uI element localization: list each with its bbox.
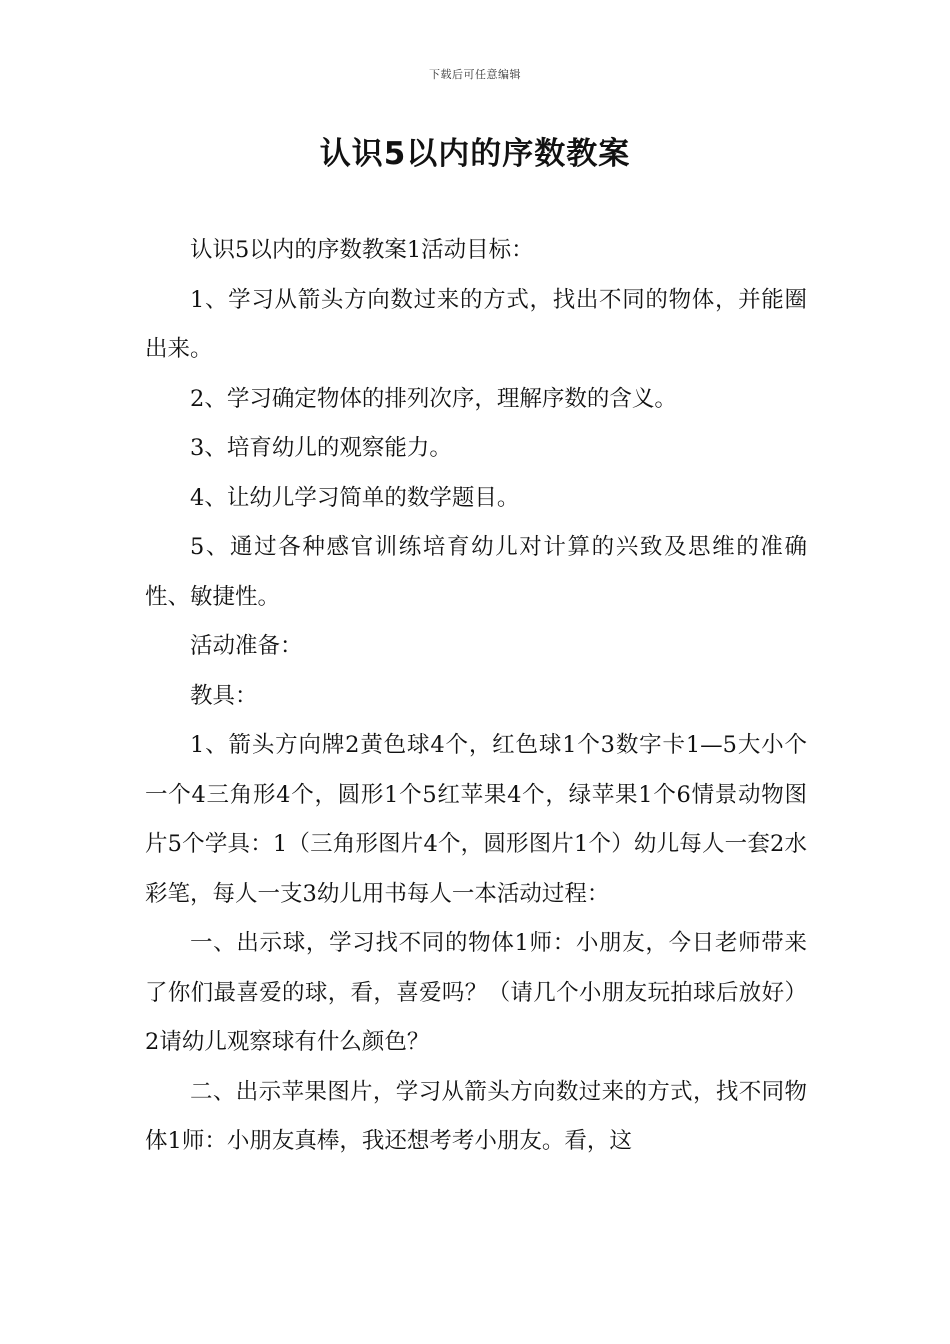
paragraph: 一、出示球，学习找不同的物体1师：小朋友，今日老师带来了你们最喜爱的球，看，喜爱吗？（请几个小朋友玩拍球后放好）2请幼儿观察球有什么颜色？ <box>145 930 807 1055</box>
paragraph: 3、培育幼儿的观察能力。 <box>190 435 452 461</box>
document-title: 认识5以内的序数教案 <box>319 136 631 172</box>
paragraph: 5、通过各种感官训练培育幼儿对计算的兴致及思维的准确性、敏捷性。 <box>145 534 807 610</box>
paragraph: 4、让幼儿学习简单的数学题目。 <box>190 484 520 511</box>
paragraph: 二、出示苹果图片，学习从箭头方向数过来的方式，找不同物体1师：小朋友真棒，我还想考考小朋友。看，这 <box>145 1078 807 1154</box>
paragraph: 认识5以内的序数教案1活动目标： <box>190 237 534 263</box>
header-note: 下载后可任意编辑 <box>429 68 521 81</box>
document-body <box>145 226 807 1167</box>
paragraph: 1、学习从箭头方向数过来的方式，找出不同的物体，并能圈出来。 <box>145 286 807 362</box>
paragraph: 1、箭头方向牌2黄色球4个，红色球1个3数字卡1—5大小个一个4三角形4个，圆形1个5红苹果4个，绿苹果1个6情景动物图片5个学具：1（三角形图片4个，圆形图片1个）幼儿每人一套2水彩笔，每人一支3幼儿用书每人一本活动过程： <box>145 732 807 907</box>
paragraph: 活动准备： <box>190 633 303 659</box>
paragraph: 2、学习确定物体的排列次序，理解序数的含义。 <box>190 385 677 412</box>
paragraph: 教具： <box>190 682 258 709</box>
